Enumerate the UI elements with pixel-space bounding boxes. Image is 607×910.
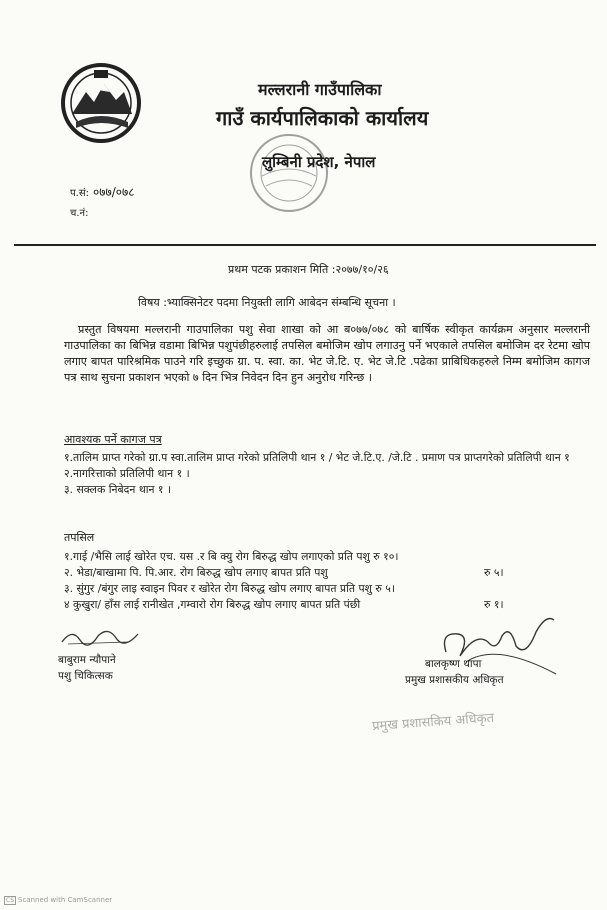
province-country-line: लुम्बिनी प्रदेश, नेपाल	[262, 153, 376, 171]
list-item	[64, 597, 584, 613]
designation-stamp: प्रमुख प्रशासकिय अधिकृत	[371, 710, 495, 735]
left-signatory	[58, 652, 116, 684]
list-item: १.तालिम प्राप्त गरेको ग्रा.प स्वा.तालिम प्राप्त गरेको प्रतिलिपी थान १ / भेट जे.टि.ए. /जे.टि . प्रमाण पत्र प्राप्तगरेको प्रतिलिपी थान १	[64, 451, 570, 464]
cn-label: च.नं:	[70, 208, 89, 219]
left-signature	[58, 624, 148, 650]
dispatch-number	[70, 205, 88, 219]
nepal-emblem-icon	[58, 62, 144, 144]
fee-description: २. भेडा/बाखामा पि. पि.आर. रोग बिरुद्ध खोप लगाए बापत प्रति पशु	[64, 566, 328, 579]
schedule-heading: तपसिल	[64, 531, 95, 544]
fee-description: ३. सुंगुर /बंगुर लाइ स्वाइन पिवर र खोरेत रोग बिरुद्ध खोप लगाए बापत प्रति पशु रु ५।	[64, 582, 395, 595]
list-item	[64, 549, 584, 565]
camscanner-icon: CS	[6, 897, 14, 904]
publication-date: प्रथम पटक प्रकाशन मिति :२०७७/१०/२६	[228, 263, 389, 276]
documents-heading: आवश्यक पर्ने कागज पत्र	[64, 433, 162, 446]
fee-amount: रु १।	[484, 598, 504, 611]
ps-label: प.सं:	[70, 188, 89, 199]
signatory-title: पशु चिकित्सक	[58, 670, 113, 682]
signatory-title: प्रमुख प्रशासकीय अधिकृत	[405, 674, 504, 686]
documents-list	[64, 450, 584, 498]
signatory-name: बालकृष्ण थापा	[425, 658, 482, 670]
scanner-text: Scanned with CamScanner	[18, 896, 113, 904]
list-item	[64, 581, 584, 597]
notice-body: प्रस्तुत विषयमा मल्लरानी गाउपालिका पशु सेवा शाखा को आ ब०७७/०७८ को बार्षिक स्वीकृत कार्यक्रम अनुसार मल्लरानी गाउपालिका का बिभिन्न वडामा बिभिन्न पशुपंछीहरुलाई तपसिल बमोजिम खोप लगाउनु पर्ने भएकाले तपसिल बमोजिम दर रेटमा खोप लगाए बापत पारिश्रमिक पाउने गरि इच्छुक ग्रा. प. स्वा. का. भेट जे.टि. ए. भेट जे.टि .पढेका प्राबिधिकहरुले निम्म बमोजिम कागज पत्र साथ सुचना प्रकाशन भएको ७ दिन भित्र निवेदन दिन हुन अनुरोध गरिन्छ ।	[64, 323, 590, 384]
office-seal-stamp	[248, 132, 330, 214]
signatory-name: बाबुराम न्यौपाने	[58, 654, 116, 666]
ps-value: ०७७/०७८	[93, 185, 135, 199]
municipality-name: मल्लरानी गाउँपालिका	[258, 80, 382, 99]
list-item: २.नागरित्ताको प्रतिलिपी थान १ ।	[64, 467, 190, 480]
reference-number	[70, 183, 134, 200]
list-item	[64, 565, 584, 581]
right-signatory	[405, 656, 504, 688]
scanner-watermark	[4, 896, 112, 905]
header-divider	[14, 244, 596, 246]
list-item: ३. सक्लक निबेदन थान १ ।	[64, 483, 172, 496]
office-name: गाउँ कार्यपालिकाको कार्यालय	[216, 106, 429, 130]
fee-description: ४ कुखुरा/ हाँस लाई रानीखेत ,गम्वारो रोग बिरुद्ध खोप लगाए बापत प्रति पंछी	[64, 598, 361, 611]
fee-amount: रु ५।	[484, 566, 504, 579]
schedule-list	[64, 549, 584, 613]
notice-subject: विषय :भ्याक्सिनेटर पदमा नियुक्ती लागि आबेदन संम्बन्धि सूचना ।	[138, 296, 396, 309]
fee-description: १.गाई /भैसि लाई खोरेत एच. यस .र बि क्यु रोग बिरुद्ध खोप लगाएको प्रति पशु रु १०।	[64, 550, 399, 563]
